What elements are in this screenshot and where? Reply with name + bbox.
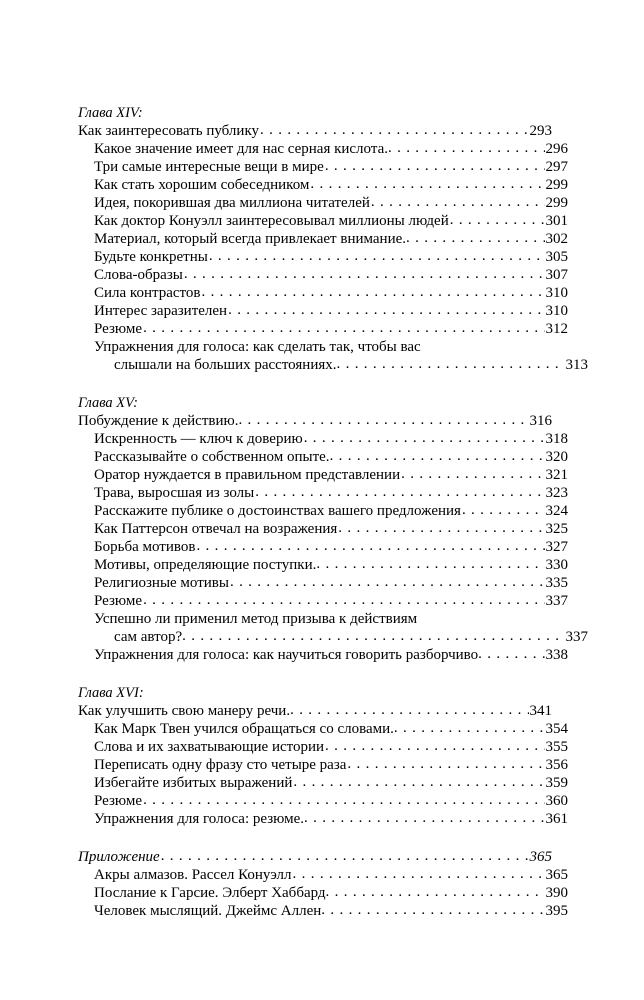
toc-entry-line [94, 810, 568, 828]
toc-entry-title: Как заинтересовать публику [78, 123, 260, 139]
toc-entry-page-number: 299 [545, 195, 568, 211]
toc-entry-line [94, 574, 568, 592]
toc-entry-title: Борьба мотивов [94, 539, 196, 555]
toc-entry-line [94, 502, 568, 520]
toc-entry-line [94, 448, 568, 466]
leader-dots [184, 265, 545, 283]
toc-entry-page-number: 296 [545, 141, 568, 157]
toc-entry-title: Слова-образы [94, 267, 183, 283]
toc-entry-line [94, 520, 568, 538]
leader-dots [338, 519, 544, 537]
toc-entry-title: Как Марк Твен учился обращаться со словами. [94, 721, 394, 737]
toc-entry-line [78, 122, 552, 140]
table-of-contents [78, 104, 588, 920]
toc-entry-title: Резюме [94, 793, 143, 809]
leader-dots [209, 247, 545, 265]
toc-entry-line [94, 466, 568, 484]
chapter-group [78, 684, 568, 828]
toc-entry-title: Сила контрастов [94, 285, 201, 301]
leader-dots [321, 901, 544, 919]
toc-entry-page-number: 330 [545, 557, 568, 573]
toc-entry-title: Три самые интересные вещи в мире [94, 159, 324, 175]
toc-entry-page-number: 359 [545, 775, 568, 791]
toc-entry-page-number: 310 [545, 303, 568, 319]
toc-entry-line [94, 284, 568, 302]
toc-entry-line [94, 338, 568, 356]
leader-dots [388, 139, 545, 157]
leader-dots [330, 447, 545, 465]
leader-dots [394, 719, 545, 737]
toc-entry-title: Какое значение имеет для нас серная кислота. [94, 141, 388, 157]
toc-entry-page-number: 307 [545, 267, 568, 283]
toc-entry-line [94, 320, 568, 338]
toc-entry-page-number: 360 [545, 793, 568, 809]
chapter-group [78, 848, 568, 920]
toc-entry-page-number: 321 [545, 467, 568, 483]
leader-dots [478, 645, 544, 663]
toc-entry-line [94, 194, 568, 212]
toc-entry-line [94, 738, 568, 756]
toc-entry-page-number: 325 [545, 521, 568, 537]
toc-entry-line [94, 158, 568, 176]
toc-entry-title: Искренность — ключ к доверию [94, 431, 303, 447]
toc-entry-title: Как стать хорошим собеседником [94, 177, 310, 193]
toc-entry-title: Расскажите публике о достоинствах вашего предложения [94, 503, 461, 519]
toc-entry-title: Религиозные мотивы [94, 575, 229, 591]
toc-entry-title: Слова и их захватывающие истории [94, 739, 325, 755]
toc-entry-page-number: 338 [545, 647, 568, 663]
toc-entry-page-number: 293 [529, 123, 552, 139]
toc-entry-page-number: 299 [545, 177, 568, 193]
toc-entry-page-number: 365 [545, 867, 568, 883]
leader-dots [406, 229, 544, 247]
toc-entry-line [94, 592, 568, 610]
toc-entry-page-number: 320 [545, 449, 568, 465]
toc-entry-title: Идея, покорившая два миллиона читателей [94, 195, 370, 211]
leader-dots [462, 501, 545, 519]
leader-dots [255, 483, 544, 501]
toc-entry-title: Упражнения для голоса: как научиться говорить разборчиво [94, 647, 479, 663]
leader-dots [182, 627, 564, 645]
toc-entry-line [94, 302, 568, 320]
appendix-title: Приложение [78, 849, 160, 865]
appendix-heading-line [78, 848, 552, 866]
toc-entry-line [94, 538, 568, 556]
leader-dots [325, 737, 544, 755]
toc-entry-line [114, 356, 588, 374]
leader-dots [201, 283, 544, 301]
leader-dots [161, 847, 529, 865]
toc-entry-page-number: 310 [545, 285, 568, 301]
toc-entry-title: Материал, который всегда привлекает внимание. [94, 231, 407, 247]
toc-entry-page-number: 312 [545, 321, 568, 337]
toc-entry-line [94, 902, 568, 920]
toc-entry-page-number: 337 [545, 593, 568, 609]
toc-entry-page-number: 355 [545, 739, 568, 755]
toc-entry-line [94, 756, 568, 774]
toc-entry-line [94, 266, 568, 284]
toc-entry-title: Послание к Гарсие. Элберт Хаббард [94, 885, 326, 901]
leader-dots [337, 355, 565, 373]
toc-entry-title: Как улучшить свою манеру речи. [78, 703, 291, 719]
toc-entry-title: Резюме [94, 593, 143, 609]
toc-entry-line [94, 556, 568, 574]
toc-entry-line [94, 484, 568, 502]
toc-entry-title: Как Паттерсон отвечал на возражения [94, 521, 338, 537]
leader-dots [450, 211, 545, 229]
toc-entry-page-number: 337 [565, 629, 588, 645]
toc-entry-title: Как доктор Конуэлл заинтересовывал миллионы людей [94, 213, 449, 229]
toc-entry-page-number: 301 [545, 213, 568, 229]
leader-dots [325, 157, 545, 175]
toc-entry-page-number: 305 [545, 249, 568, 265]
toc-entry-line [78, 702, 552, 720]
leader-dots [260, 121, 528, 139]
toc-entry-line [94, 176, 568, 194]
toc-entry-line [94, 646, 568, 664]
toc-entry-title: Интерес заразителен [94, 303, 228, 319]
toc-entry-page-number: 324 [545, 503, 568, 519]
leader-dots [304, 809, 544, 827]
toc-entry-title: Побуждение к действию. [78, 413, 239, 429]
toc-entry-page-number: 316 [529, 413, 552, 429]
toc-entry-line [114, 628, 588, 646]
chapter-group [78, 394, 588, 664]
toc-entry-title: Трава, выросшая из золы [94, 485, 255, 501]
toc-entry-title: Резюме [94, 321, 143, 337]
toc-entry-line [94, 884, 568, 902]
leader-dots [228, 301, 544, 319]
toc-entry-title: Акры алмазов. Рассел Конуэлл [94, 867, 292, 883]
leader-dots [310, 175, 544, 193]
toc-entry-title: Мотивы, определяющие поступки. [94, 557, 317, 573]
toc-entry-title: Упражнения для голоса: как сделать так, чтобы вас [94, 339, 421, 355]
toc-entry-line [94, 792, 568, 810]
toc-entry-line [94, 774, 568, 792]
chapter-group [78, 104, 588, 374]
leader-dots [143, 319, 544, 337]
toc-entry-line [94, 212, 568, 230]
toc-entry-title: Упражнения для голоса: резюме. [94, 811, 305, 827]
leader-dots [347, 755, 544, 773]
leader-dots [143, 591, 544, 609]
toc-entry-page-number: 313 [565, 357, 588, 373]
toc-entry-line [94, 230, 568, 248]
leader-dots [143, 791, 544, 809]
leader-dots [230, 573, 545, 591]
leader-dots [238, 411, 528, 429]
toc-entry-page-number: 335 [545, 575, 568, 591]
toc-entry-title: Оратор нуждается в правильном представлении [94, 467, 401, 483]
toc-entry-page-number: 341 [529, 703, 552, 719]
leader-dots [304, 429, 545, 447]
toc-entry-page-number: 354 [545, 721, 568, 737]
toc-entry-title: Успешно ли применил метод призыва к действиям [94, 611, 418, 627]
leader-dots [293, 865, 545, 883]
toc-entry-page-number: 390 [545, 885, 568, 901]
toc-entry-page-number: 323 [545, 485, 568, 501]
toc-entry-line [94, 430, 568, 448]
toc-entry-line [94, 140, 568, 158]
toc-entry-page-number: 302 [545, 231, 568, 247]
leader-dots [290, 701, 528, 719]
chapter-label: Глава XV: [78, 395, 138, 411]
toc-entry-title: Избегайте избитых выражений [94, 775, 293, 791]
leader-dots [326, 883, 545, 901]
toc-entry-page-number: 327 [545, 539, 568, 555]
toc-entry-title-continuation: сам автор? [114, 629, 183, 645]
toc-entry-line [94, 248, 568, 266]
toc-entry-page-number: 318 [545, 431, 568, 447]
toc-entry-title-continuation: слышали на больших расстояниях. [114, 357, 337, 373]
toc-entry-page-number: 297 [545, 159, 568, 175]
chapter-label: Глава XIV: [78, 105, 143, 121]
leader-dots [371, 193, 545, 211]
toc-entry-line [94, 720, 568, 738]
chapter-label: Глава XVI: [78, 685, 144, 701]
leader-dots [316, 555, 544, 573]
leader-dots [401, 465, 544, 483]
toc-entry-title: Рассказывайте о собственном опыте. [94, 449, 330, 465]
toc-entry-page-number: 395 [545, 903, 568, 919]
toc-entry-line [78, 412, 552, 430]
toc-entry-line [94, 610, 568, 628]
leader-dots [196, 537, 544, 555]
leader-dots [293, 773, 544, 791]
appendix-page-number: 365 [529, 849, 552, 865]
toc-entry-page-number: 356 [545, 757, 568, 773]
toc-entry-page-number: 361 [545, 811, 568, 827]
toc-entry-title: Переписать одну фразу сто четыре раза [94, 757, 347, 773]
toc-entry-title: Будьте конкретны [94, 249, 208, 265]
toc-entry-title: Человек мыслящий. Джеймс Аллен [94, 903, 322, 919]
toc-entry-line [94, 866, 568, 884]
